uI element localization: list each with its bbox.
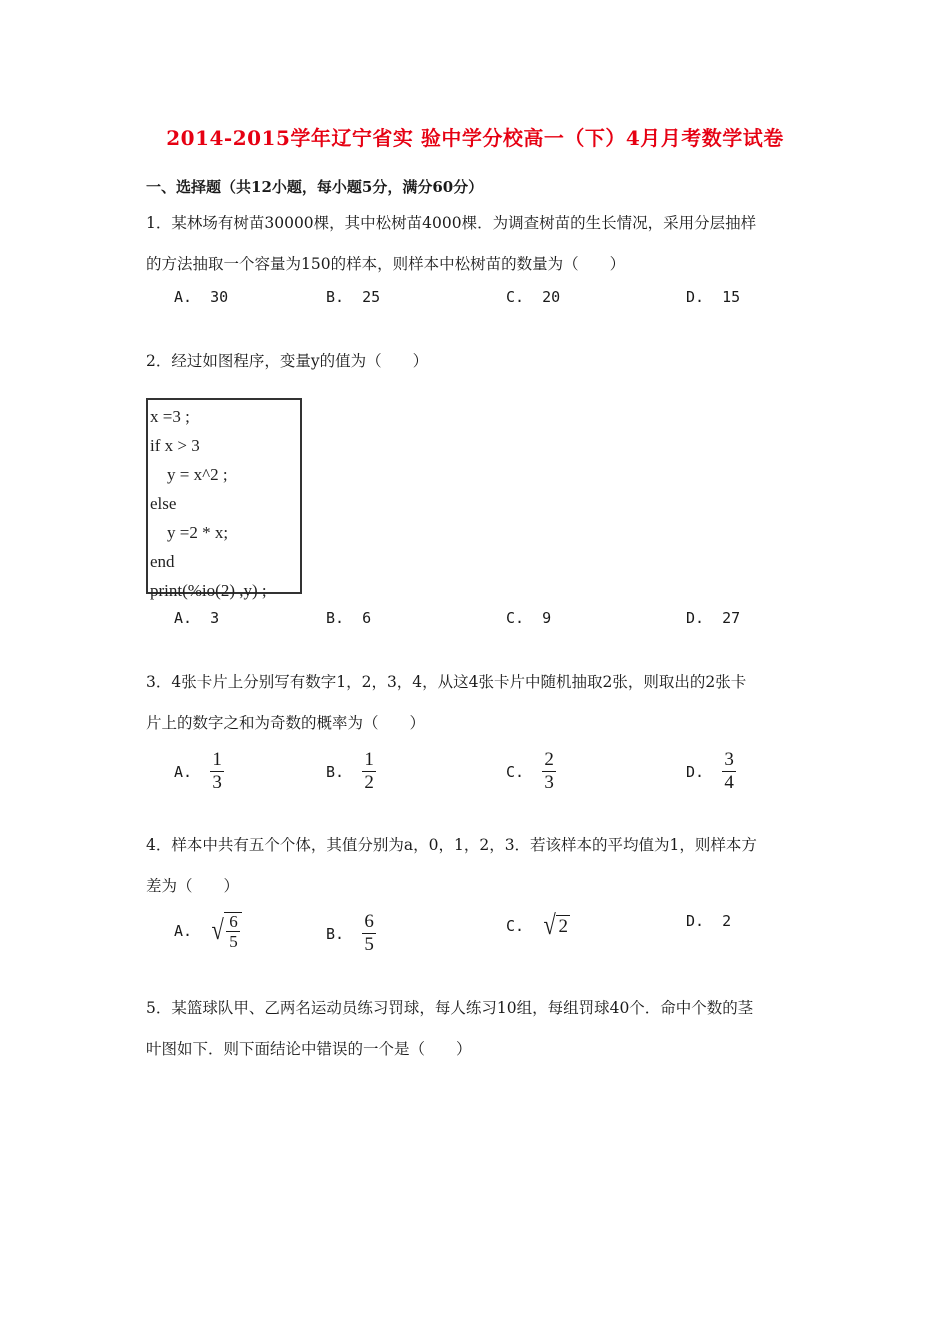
- question-2-options: [0, 609, 950, 649]
- question-1-line-2: 的方法抽取一个容量为150的样本，则样本中松树苗的数量为（ ）: [146, 255, 626, 273]
- option-value: 2: [722, 912, 732, 930]
- fraction: [542, 750, 556, 793]
- section-heading: 一、选择题（共12小题，每小题5分，满分60分）: [146, 178, 484, 196]
- fraction: [362, 912, 376, 955]
- code-line: end: [150, 552, 175, 571]
- denominator: 4: [724, 772, 734, 793]
- numerator: 1: [212, 749, 222, 770]
- option-value: 30: [210, 288, 229, 306]
- option-letter: A.: [174, 288, 193, 306]
- option-letter: C.: [506, 609, 525, 627]
- question-3-line-2: 片上的数字之和为奇数的概率为（ ）: [146, 714, 426, 732]
- option-value: 6: [362, 609, 372, 627]
- option-c[interactable]: [506, 912, 570, 940]
- option-letter: A.: [174, 609, 193, 627]
- option-a[interactable]: [174, 609, 219, 627]
- fraction: [722, 750, 736, 793]
- option-letter: A.: [174, 762, 193, 781]
- option-c[interactable]: [506, 750, 556, 793]
- option-letter: A.: [174, 922, 193, 940]
- question-1-line-1: 1．某林场有树苗30000棵，其中松树苗4000棵．为调查树苗的生长情况，采用分层抽样: [146, 214, 757, 232]
- question-1-options: [0, 288, 950, 328]
- square-root: [542, 912, 570, 940]
- option-b[interactable]: [326, 912, 376, 955]
- option-value: 20: [542, 288, 561, 306]
- square-root: [210, 912, 242, 950]
- option-letter: D.: [686, 912, 705, 930]
- question-4-line-1: 4．样本中共有五个个体，其值分别为a，0，1，2，3．若该样本的平均值为1，则样本方: [146, 836, 757, 854]
- question-5-line-2: 叶图如下．则下面结论中错误的一个是（ ）: [146, 1040, 472, 1058]
- option-letter: C.: [506, 288, 525, 306]
- option-value: 3: [210, 609, 220, 627]
- exam-title: 2014-2015学年辽宁省实 验中学分校高一（下）4月月考数学试卷: [166, 126, 784, 150]
- option-letter: B.: [326, 762, 345, 781]
- option-a[interactable]: [174, 750, 224, 793]
- denominator: 3: [212, 772, 222, 793]
- option-value: 15: [722, 288, 741, 306]
- question-4-line-2: 差为（ ）: [146, 877, 240, 895]
- option-value: 9: [542, 609, 552, 627]
- radicand: [224, 912, 242, 950]
- option-letter: C.: [506, 762, 525, 781]
- option-a[interactable]: [174, 912, 242, 950]
- option-c[interactable]: [506, 288, 560, 306]
- option-value: 25: [362, 288, 381, 306]
- code-line: else: [150, 494, 177, 513]
- numerator: 6: [364, 911, 374, 932]
- option-a[interactable]: [174, 288, 228, 306]
- code-line: y =2 * x;: [150, 523, 229, 542]
- question-5-line-1: 5．某篮球队甲、乙两名运动员练习罚球，每人练习10组，每组罚球40个．命中个数的茎: [146, 999, 754, 1017]
- option-d[interactable]: [686, 609, 740, 627]
- code-line: x =3 ;: [150, 407, 190, 426]
- option-b[interactable]: [326, 288, 380, 306]
- fraction: [362, 750, 376, 793]
- code-line: if x > 3: [150, 436, 200, 455]
- option-letter: D.: [686, 609, 705, 627]
- question-3-line-1: 3．4张卡片上分别写有数字1，2，3，4，从这4张卡片中随机抽取2张，则取出的2张卡: [146, 673, 747, 691]
- option-d[interactable]: [686, 288, 740, 306]
- option-letter: B.: [326, 609, 345, 627]
- option-b[interactable]: [326, 609, 371, 627]
- program-code-box: [146, 398, 302, 600]
- option-value: 27: [722, 609, 741, 627]
- option-letter: D.: [686, 288, 705, 306]
- fraction: [210, 750, 224, 793]
- option-d[interactable]: [686, 750, 736, 793]
- radical-sign-icon: √: [543, 910, 556, 941]
- question-4-options: [0, 910, 950, 955]
- option-letter: B.: [326, 924, 345, 943]
- radicand: 2: [558, 915, 568, 937]
- denominator: 5: [229, 932, 238, 951]
- option-letter: C.: [506, 917, 525, 935]
- denominator: 2: [364, 772, 374, 793]
- denominator: 3: [544, 772, 554, 793]
- numerator: 2: [544, 749, 554, 770]
- denominator: 5: [364, 934, 374, 955]
- option-letter: B.: [326, 288, 345, 306]
- option-d[interactable]: [686, 912, 731, 930]
- fraction: [226, 913, 240, 950]
- option-letter: D.: [686, 762, 705, 781]
- code-line: print(%io(2) ,y) ;: [150, 581, 267, 600]
- radical-sign-icon: √: [211, 915, 224, 946]
- question-2-line-1: 2．经过如图程序，变量y的值为（ ）: [146, 352, 429, 370]
- question-3-options: [0, 749, 950, 793]
- numerator: 1: [364, 749, 374, 770]
- numerator: 3: [724, 749, 734, 770]
- numerator: 6: [229, 912, 238, 931]
- option-c[interactable]: [506, 609, 551, 627]
- option-b[interactable]: [326, 750, 376, 793]
- code-line: y = x^2 ;: [150, 465, 228, 484]
